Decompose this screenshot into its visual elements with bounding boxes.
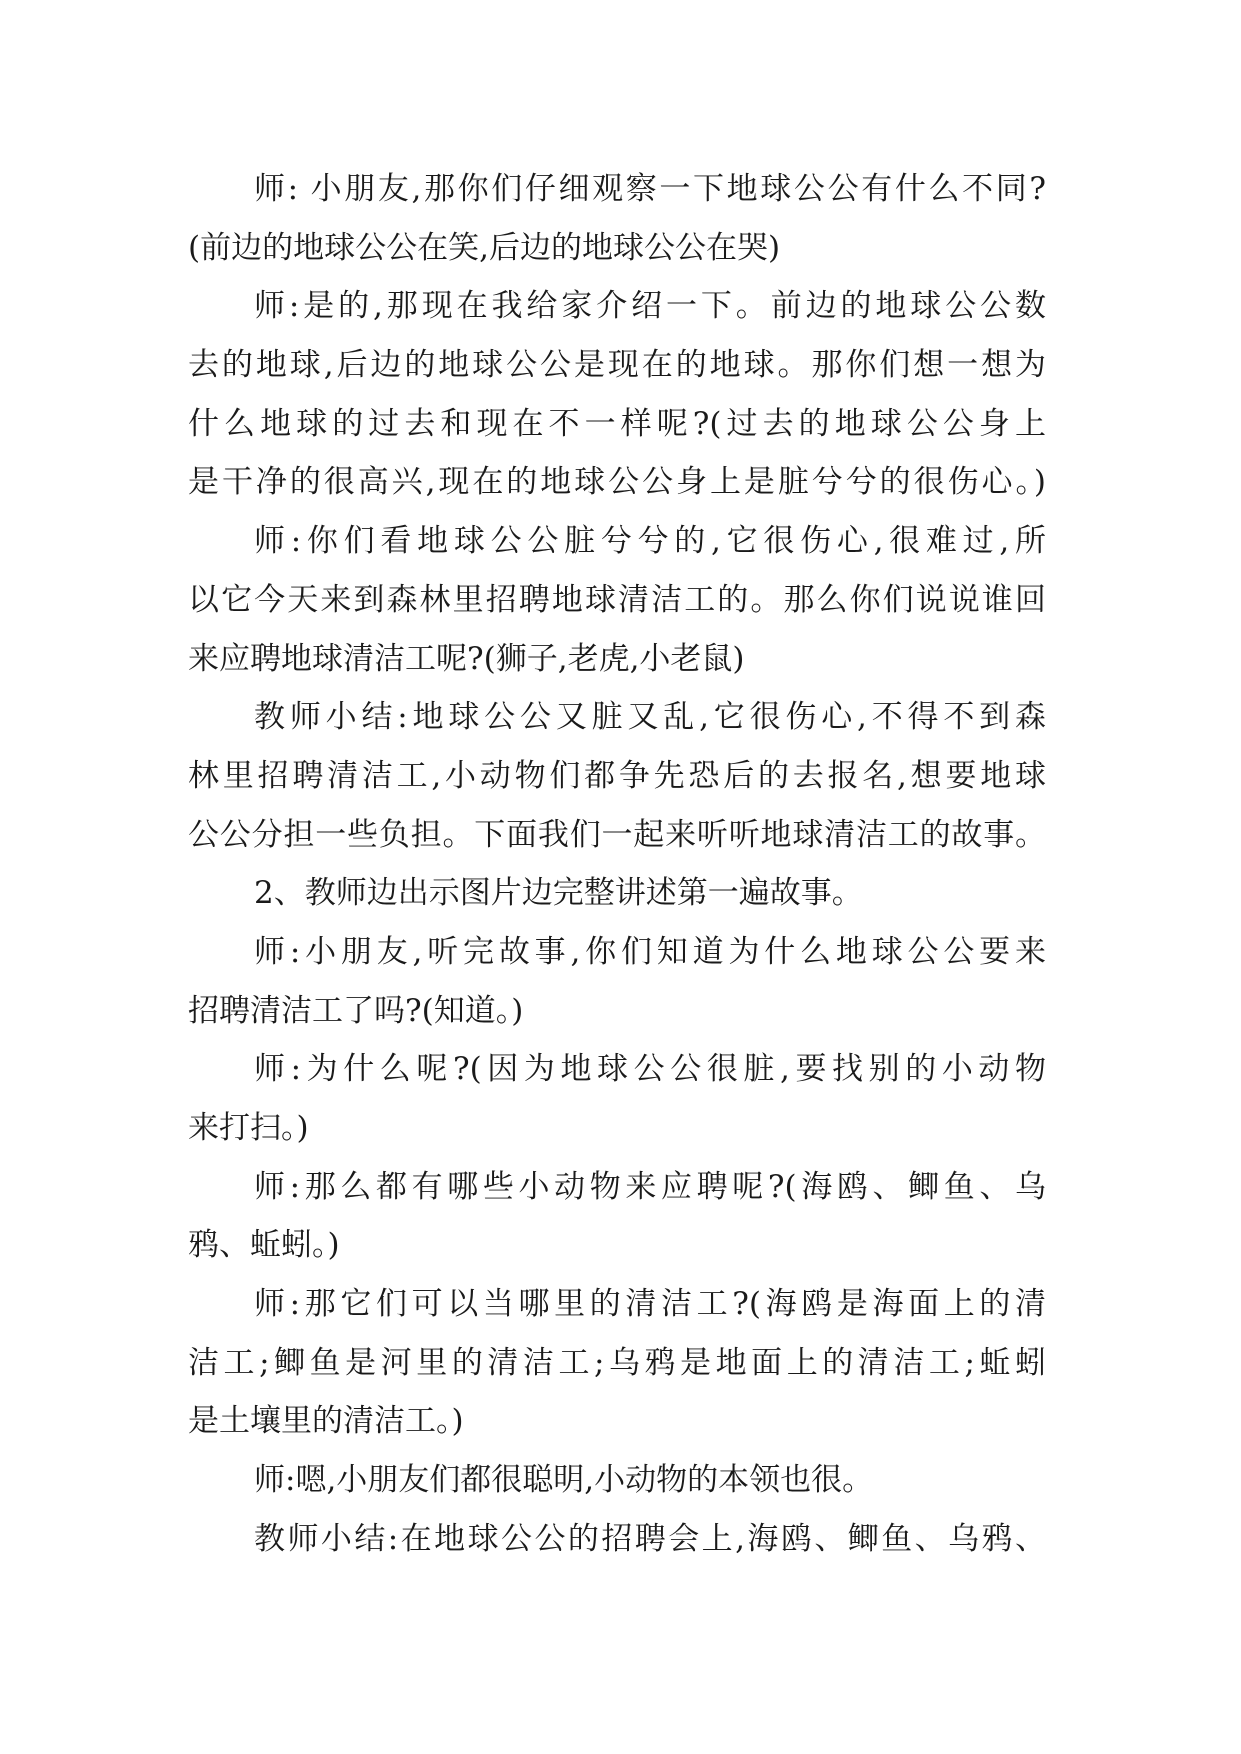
text-line: 师:是的,那现在我给家介绍一下。前边的地球公公数 <box>254 288 1046 325</box>
text-line: 林里招聘清洁工,小动物们都争先恐后的去报名,想要地球 <box>188 757 1046 794</box>
text-line: 洁工;鲫鱼是河里的清洁工;乌鸦是地面上的清洁工;蚯蚓 <box>188 1344 1046 1381</box>
text-line: 师:那它们可以当哪里的清洁工?(海鸥是海面上的清 <box>254 1286 1046 1323</box>
text-line: 师:小朋友,听完故事,你们知道为什么地球公公要来 <box>254 933 1046 970</box>
text-line: 公公分担一些负担。下面我们一起来听听地球清洁工的故事。 <box>188 816 1046 853</box>
text-line: 来应聘地球清洁工呢?(狮子,老虎,小老鼠) <box>188 640 745 677</box>
text-line: 教师小结:在地球公公的招聘会上,海鸥、鲫鱼、乌鸦、 <box>254 1520 1046 1557</box>
text-line: 是干净的很高兴,现在的地球公公身上是脏兮兮的很伤心。) <box>188 464 1046 501</box>
text-line: 师:嗯,小朋友们都很聪明,小动物的本领也很。 <box>254 1462 874 1499</box>
text-line: 师:那么都有哪些小动物来应聘呢?(海鸥、鲫鱼、乌 <box>254 1168 1046 1205</box>
text-line: 教师小结:地球公公又脏又乱,它很伤心,不得不到森 <box>254 699 1046 736</box>
text-line: 什么地球的过去和现在不一样呢?(过去的地球公公身上 <box>188 405 1046 442</box>
text-line: (前边的地球公公在笑,后边的地球公公在哭) <box>188 229 781 266</box>
text-line: 师:你们看地球公公脏兮兮的,它很伤心,很难过,所 <box>254 523 1046 560</box>
text-line: 去的地球,后边的地球公公是现在的地球。那你们想一想为 <box>188 347 1046 384</box>
text-line: 师:为什么呢?(因为地球公公很脏,要找别的小动物 <box>254 1051 1046 1088</box>
text-line: 师: 小朋友,那你们仔细观察一下地球公公有什么不同? <box>254 171 1046 207</box>
text-line: 招聘清洁工了吗?(知道。) <box>188 992 524 1029</box>
text-line: 来打扫。) <box>188 1110 309 1146</box>
text-line: 是土壤里的清洁工。) <box>188 1403 464 1440</box>
text-line: 2、教师边出示图片边完整讲述第一遍故事。 <box>254 875 863 912</box>
document-body <box>188 160 1046 1569</box>
text-line: 以它今天来到森林里招聘地球清洁工的。那么你们说说谁回 <box>188 581 1046 618</box>
text-line: 鸦、蚯蚓。) <box>188 1227 340 1264</box>
